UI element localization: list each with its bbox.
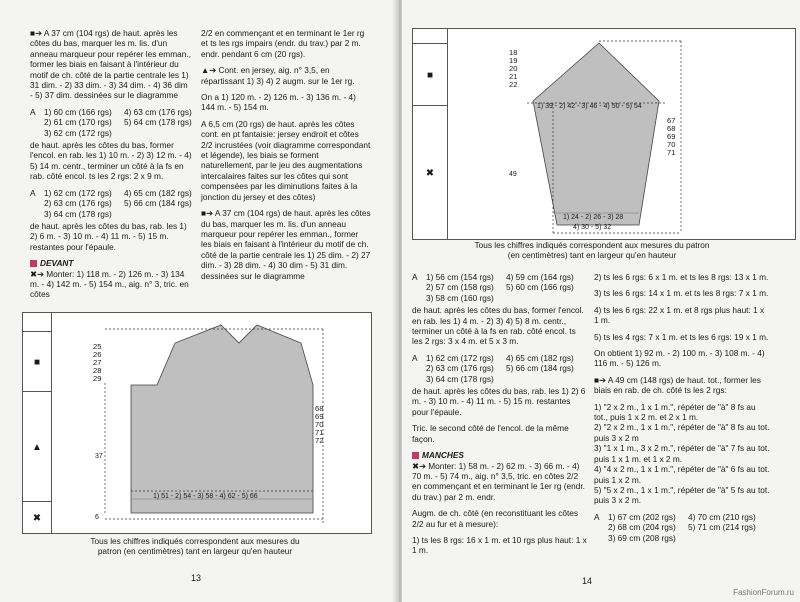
- size-cell: 1) 60 cm (166 rgs): [44, 106, 112, 117]
- paragraph: de haut. après les côtes du bas, rab. les 1) 2) 6 m. - 3) 10 m. - 4) 11 m. - 5) 15 m. restantes pour l'épaule.: [412, 386, 588, 417]
- size-cell: [506, 374, 586, 384]
- front-shape: [131, 325, 313, 513]
- size-cell: 1) 62 cm (172 rgs): [44, 187, 112, 198]
- section-heading: DEVANT: [30, 258, 192, 268]
- size-cell: [594, 522, 608, 532]
- dimension-label: 70: [667, 140, 676, 149]
- size-cell: 3) 64 cm (178 rgs): [44, 208, 112, 219]
- paragraph: ✖➔ Monter: 1) 58 m. - 2) 62 m. - 3) 66 m. - 4) 70 m. - 5) 74 m., aig. n° 3,5, tric. en côtes 2/2 en commençant et en terminant le 1er rg (endr. du trav.) par 2 m. endr.: [412, 460, 585, 502]
- size-cell: 4) 65 cm (182 rgs): [124, 187, 192, 198]
- legend-triangle: ▲: [23, 391, 51, 502]
- paragraph: ▲➔ Cont. en jersey, aig. n° 3,5, en répartissant 1) 3) 4) 2 augm. sur le 1er rg.: [201, 65, 355, 86]
- size-cell: [30, 117, 44, 127]
- size-cell: 4) 70 cm (210 rgs): [688, 511, 756, 522]
- triangle-arrow-icon: ▲➔: [201, 65, 219, 76]
- watermark: FashionForum.ru: [733, 588, 794, 597]
- size-table: [594, 512, 770, 543]
- size-cell: 1) 56 cm (154 rgs): [426, 272, 494, 282]
- paragraph: 4) "4 x 2 m., 1 x 1 m.", répéter de "à" 6 fs au tot. puis 1 x 2 m.: [594, 464, 772, 485]
- dimension-label: 18: [509, 48, 518, 57]
- size-cell: [412, 293, 426, 303]
- size-cell: 2) 68 cm (204 rgs): [608, 522, 676, 533]
- size-table: [30, 188, 192, 219]
- right-col1: [412, 272, 588, 562]
- left-page: [0, 0, 398, 602]
- size-cell: 4) 59 cm (164 rgs): [506, 272, 574, 282]
- size-cell: 5) 66 cm (184 rgs): [124, 198, 192, 209]
- legend-cross: ✖: [23, 501, 51, 534]
- side-labels: [315, 405, 335, 445]
- paragraph: ■➔ A 37 cm (104 rgs) de haut. après les côtes du bas, marquer les m. lis. d'un anneau marqueur pour repérer les emman., former les biais en faisant à l'intérieur du motif de ch. côté de la partie centrale les 1) 31 dim. - 2) 33 dim. - 3) 34 dim. - 4) 36 dim - 5) 37 dim. dessinées sur le diagramme: [30, 28, 191, 101]
- dimension-label: 21: [509, 72, 518, 81]
- dimension-label: 26: [93, 350, 102, 359]
- dimension-label: 20: [509, 64, 518, 73]
- size-table: [30, 107, 192, 138]
- size-cell: 3) 64 cm (178 rgs): [426, 373, 494, 384]
- size-cell: [30, 128, 44, 138]
- sleeve-shape-svg: [413, 29, 795, 239]
- paragraph: ■➔ A 37 cm (104 rgs) de haut. après les côtes du bas, marquer les m. lis. d'un anneau marqueur pour repérer les emman., former les biais en faisant à l'intérieur du motif de ch. côté de la partie centrale les 1) 25 dim. - 2) 27 dim. - 3) 28 dim. - 4) 30 dim - 5) 31 dim. dessinées sur le diagramme: [201, 208, 371, 281]
- size-cell: 3) 69 cm (208 rgs): [608, 532, 676, 543]
- size-cell: 2) 61 cm (170 rgs): [44, 117, 112, 128]
- size-cell: [412, 374, 426, 384]
- dimension-label: 71: [315, 428, 324, 437]
- size-cell: [124, 128, 204, 138]
- paragraph: 5) ts les 4 rgs: 7 x 1 m. et ts les 6 rgs: 19 x 1 m.: [594, 331, 769, 342]
- size-cell: 5) 60 cm (166 rgs): [506, 282, 574, 293]
- top-labels: [509, 49, 529, 89]
- rib-label: 6: [95, 514, 99, 521]
- left-col1: [30, 28, 192, 306]
- paragraph: 2) ts les 6 rgs: 6 x 1 m. et ts les 8 rgs: 13 x 1 m.: [594, 272, 769, 282]
- diagram-caption: Tous les chiffres indiqués correspondent aux mesures du patron (en centimètres) tant en largeur qu'en hauteur: [474, 240, 710, 261]
- size-cell: A: [412, 272, 418, 282]
- size-table: [412, 353, 588, 384]
- section-square-icon: [412, 452, 419, 459]
- dimension-label: 69: [315, 412, 324, 421]
- paragraph: de haut. après les côtes du bas, former l'encol. en rab. les 1) 10 m. - 2) 3) 12 m. - 4) 5) 14 m. centr., terminer un côté à la fs en rab. côté encol. ts les 2 rgs: 2 x 9 m.: [30, 140, 194, 182]
- right-col2: [594, 272, 770, 543]
- front-diagram-panel: [22, 312, 372, 534]
- arrow-icon: ■➔: [201, 208, 215, 219]
- dimension-label: 69: [667, 132, 676, 141]
- size-cell: 2) 63 cm (176 rgs): [426, 363, 494, 374]
- legend-square: ■: [413, 43, 447, 106]
- paragraph: 2/2 en commençant et en terminant le 1er rg et ts les rgs impairs (endr. du trav.) par 2 m. endr. pendant 6 cm (20 rgs).: [201, 28, 367, 59]
- paragraph: de haut. après les côtes du bas, rab. les 1) 2) 6 m. - 3) 10 m. - 4) 11 m. - 5) 15 m. restantes pour l'épaule.: [30, 220, 190, 252]
- legend-square: ■: [23, 331, 51, 392]
- paragraph: ✖➔ Monter: 1) 118 m. - 2) 126 m. - 3) 134 m. - 4) 142 m. - 5) 154 m., aig. n° 3, tric. en côtes: [30, 268, 189, 300]
- size-cell: [688, 533, 768, 543]
- page-number: 13: [191, 573, 202, 583]
- size-cell: 2) 63 cm (176 rgs): [44, 198, 112, 209]
- paragraph: Tric. le second côté de l'encol. de la même façon.: [412, 423, 572, 444]
- size-cell: [30, 209, 44, 219]
- paragraph: A 6,5 cm (20 rgs) de haut. après les côtes cont. en pt fantaisie: jersey endroit et côtes 2/2 incrustées (voir diagramme correspondant et légende), les biais se forment naturellement, par le jeu des augmentations intercalaires faites sur les côtes qui sont compensées par les diminutions faites à la jonction du jersey et des côtes): [201, 118, 373, 202]
- size-cell: 1) 67 cm (202 rgs): [608, 511, 676, 522]
- section-square-icon: [30, 260, 37, 267]
- dimension-label: 71: [667, 148, 676, 157]
- section-heading: MANCHES: [412, 450, 588, 460]
- paragraph: 3) ts les 6 rgs: 14 x 1 m. et ts les 8 rgs: 7 x 1 m.: [594, 288, 769, 299]
- sleeve-shape: [533, 43, 659, 225]
- bottom-width-label-1: 1) 24 - 2) 26 - 3) 28: [563, 214, 624, 221]
- size-cell: [124, 209, 204, 219]
- paragraph: 4) ts les 6 rgs: 22 x 1 m. et 8 rgs plus haut: 1 x 1 m.: [594, 304, 767, 326]
- cross-arrow-icon: ✖➔: [412, 460, 429, 471]
- neck-labels: [93, 343, 113, 383]
- cross-arrow-icon: ✖➔: [30, 268, 47, 279]
- size-cell: 3) 58 cm (160 rgs): [426, 292, 494, 303]
- right-page: [402, 0, 800, 602]
- paragraph: 1) "2 x 2 m., 1 x 1 m.", répéter de "à" 8 fs au tot., puis 1 x 2 m. et 2 x 1 m.: [594, 401, 758, 423]
- dimension-label: 27: [93, 358, 102, 367]
- size-table: [412, 272, 588, 303]
- page-number: 14: [582, 576, 593, 586]
- side-labels: [667, 117, 687, 157]
- paragraph: 3) "1 x 1 m., 3 x 2 m.", répéter de "à" 7 fs au tot. puis 1 x 1 m. et 1 x 2 m.: [594, 443, 772, 464]
- size-cell: A: [594, 511, 600, 522]
- size-cell: A: [30, 106, 36, 117]
- dimension-label: 22: [509, 80, 518, 89]
- left-col2: [201, 28, 371, 287]
- paragraph: ■➔ A 49 cm (148 rgs) de haut. tot., former les biais en rab. de ch. côté ts les 2 rgs:: [594, 374, 761, 396]
- legend-cross: ✖: [413, 105, 447, 240]
- paragraph: 5) "5 x 2 m., 1 x 1 m.", répéter de "à" 5 fs au tot. puis 3 x 2 m.: [594, 484, 772, 506]
- paragraph: de haut. après les côtes du bas, former l'encol. en rab. les 1) 4 m. - 2) 3) 4) 5) 8 m. centr., terminer un côté à la fs en rab. côté encol. ts les 2 rgs: 3 x 4 m. et 5 x 3 m.: [412, 305, 587, 347]
- left-height-label: 49: [509, 171, 517, 178]
- size-cell: A: [30, 187, 36, 198]
- paragraph: 1) ts les 8 rgs: 16 x 1 m. et 10 rgs plus haut: 1 x 1 m.: [412, 534, 590, 556]
- paragraph: 2) "2 x 2 m., 1 x 1 m.", répéter de "à" 8 fs au tot. puis 3 x 2 m: [594, 422, 772, 443]
- width-label: 1) 51 - 2) 54 - 3) 58 - 4) 62 - 5) 66: [153, 493, 258, 500]
- dimension-label: 68: [315, 404, 324, 413]
- sleeve-diagram-panel: [412, 28, 796, 240]
- size-cell: 2) 57 cm (158 rgs): [426, 282, 494, 293]
- dimension-label: 68: [667, 124, 676, 133]
- dimension-label: 25: [93, 342, 102, 351]
- dimension-label: 19: [509, 56, 518, 65]
- dimension-label: 28: [93, 366, 102, 375]
- arrow-icon: ■➔: [30, 28, 44, 38]
- diagram-caption: Tous les chiffres indiqués correspondent aux mesures du patron (en centimètres) tant en largeur qu'en hauteur: [90, 536, 300, 557]
- size-cell: [412, 282, 426, 292]
- dimension-label: 72: [315, 436, 324, 445]
- height-label: 37: [95, 453, 103, 460]
- size-cell: 5) 64 cm (178 rgs): [124, 117, 192, 128]
- size-cell: [412, 363, 426, 373]
- size-cell: [30, 198, 44, 208]
- paragraph: Augm. de ch. côté (en reconstituant les côtes 2/2 au fur et à mesure):: [412, 508, 581, 529]
- arrow-icon: ■➔: [594, 374, 608, 385]
- size-cell: A: [412, 352, 418, 363]
- paragraph: On obtient 1) 92 m. - 2) 100 m. - 3) 108 m. - 4) 116 m. - 5) 126 m.: [594, 348, 767, 369]
- size-cell: [506, 293, 586, 303]
- top-width-label: 1) 39 - 2) 42 - 3) 46 - 4) 50 - 5) 54: [537, 103, 642, 110]
- bottom-width-label-2: 4) 30 - 5) 32: [573, 224, 612, 231]
- size-cell: 5) 66 cm (184 rgs): [506, 363, 574, 374]
- size-cell: 4) 63 cm (176 rgs): [124, 106, 192, 117]
- dimension-label: 67: [667, 116, 676, 125]
- paragraph: On a 1) 120 m. - 2) 126 m. - 3) 136 m. - 4) 144 m. - 5) 154 m.: [201, 92, 359, 113]
- size-cell: 3) 62 cm (172 rgs): [44, 127, 112, 138]
- dimension-label: 29: [93, 374, 102, 383]
- size-cell: 4) 65 cm (182 rgs): [506, 352, 574, 363]
- size-cell: 5) 71 cm (214 rgs): [688, 522, 756, 533]
- dimension-label: 70: [315, 420, 324, 429]
- size-cell: [594, 533, 608, 543]
- size-cell: 1) 62 cm (172 rgs): [426, 352, 494, 363]
